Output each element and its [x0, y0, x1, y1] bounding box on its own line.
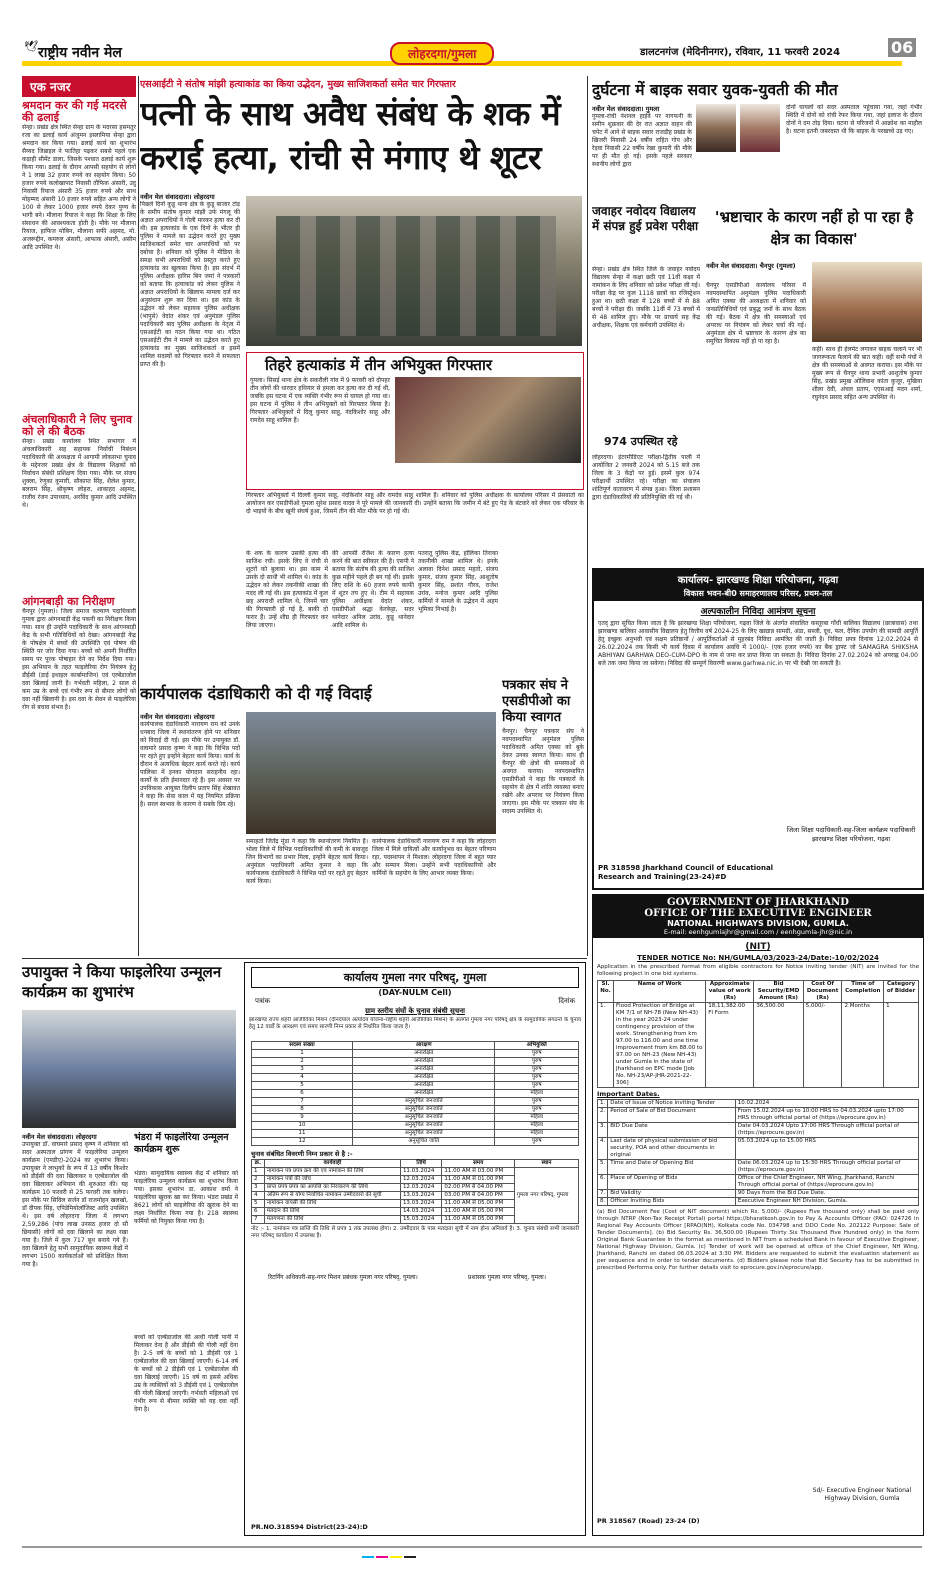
lead-col2: गिरफ्तार अभियुक्तों में दिल्ली कुमार साहू, नंदकिशोर साहू और रामदेव साहू शामिल हैं। शनिवार को पुलिस अधीक्षक के कार्यालय परिसर में प्रेसवार्ता का आयोजन कर एसडीपीओ गुमला सुरेश प्रसाद यादव ने पूरे मामले की जानकारी दी। उन्होंने बताया कि जमीन में बंटे हुए पेड़ के बंटवारे को लेकर एक परिवार के दो भाइयों के बीच खूनी संघर्ष हुआ, जिसमें तीन की मौत मौके पर हो गई थी। [246, 492, 584, 515]
table-cell: 3 [252, 1066, 353, 1074]
table-cell: 2 [252, 1058, 353, 1066]
glance-title: अंचलाधिकारी ने लिए चुनाव को ले की बैठक [22, 413, 132, 438]
table-cell: अनुसूचित जनजाति [352, 1098, 495, 1106]
table-row [598, 1123, 919, 1138]
table-cell: 6. [598, 1175, 608, 1190]
glance-text: चैनपुर (गुमला)। जिला समाज कल्याण पदाधिकारी गुमला द्वारा आंगनबाड़ी केंद्र पकनी का निरीक्षण किया गया। साथ ही उन्होंने पदाधिकारी के साथ आंगनबाड़ी केंद्र के सभी गतिविधियों को देखा। आंगनबाड़ी केंद्र के पोषक्षेत्र में बच्चों की उपस्थिति एवं पोषण की स्थिति पर जोर दिया गया। बच्चों को अपनी निर्धारित समय पर पूरक पोषाहार देने का निर्देश दिया गया। इस अभियान के तहत फाइलेरिया रोग नियंत्रण हेतु डीईसी (डाई इथाइल कार्बामाजिन) एवं एल्बेंडाजोल दवा खिलाई जानी है। गर्भवती महिला, 2 साल से कम उम्र के बच्चे एवं गंभीर रूप से बीमार लोगों को दवा नहीं खिलानी है। इस दवा के सेवन से फाइलेरिया रोग से बचाव संभव है। [22, 608, 136, 711]
filaria-headline: उपायुक्त ने किया फाइलेरिया उन्मूलन कार्यक्रम का शुभारंभ [22, 963, 222, 1001]
lead-col3: के शक के कारण उसकी हत्या की साजिश रची। इसके लिए वे रांची से शूटरों को बुलाया था। इस काम में उसके दो साथी भी शामिल थे। कांड के उद्भेदन को लेकर तकनीकी शाखा की मदद ली गई थी। इस हत्याकांड में कुल छह अपराधी शामिल थे, जिनमें चार की गिरफ्तारी हो गई है, बाकी दो फरार हैं। उन्हें शीघ्र ही गिरफ्तार कर लिया जाएगा। [246, 550, 328, 629]
table-header: Name of Work [614, 981, 706, 1003]
table-cell: 11.00 AM से 03.00 PM [442, 1168, 514, 1176]
table-cell: पुरुष [495, 1082, 579, 1090]
table-row [598, 1003, 919, 1088]
table-cell: 7 [252, 1098, 353, 1106]
table-cell: Office of the Chief Engineer, NH Wing, Jharkhand, Ranchi Through official portal of (https://eprocure.gov.in) [735, 1175, 918, 1190]
table-cell: 11 [252, 1130, 353, 1138]
table-cell: पुरुष [495, 1098, 579, 1106]
table-cell: महिला [495, 1130, 579, 1138]
goj-prno: PR 318567 (Road) 23-24 (D) [597, 1517, 700, 1525]
nps-prno: PR.NO.318594 District(23-24):D [251, 1523, 368, 1531]
farewell-text: कार्यपालक दंडाधिकारी नारायण राम को उनके धनबाद जिला में स्थानांतरण होने पर शनिवार को विदाई दी गई। इस मौके पर उपायुक्त डॉ. वाघमारे प्रसाद कृष्ण ने कहा कि विभिन्न पदों पर रहते हुए इन्होंने बेहतर कार्य किया। कार्य के दौरान ये अत्यधिक बेहतर कार्य करते रहे। कार्य पालिका में इनका योगदान सराहनीय रहा। कार्यों के प्रति ईमानदार रहे हैं। इस अवसर पर उपविकास आयुक्त दिलीप प्रताप सिंह शेखावत ने कहा कि सेवा काल में यह नियमित प्रक्रिया है। सरल स्वभाव के कारण वे सबके प्रिय रहे। [140, 721, 240, 808]
goj-intro: Application in the prescribed format from eligible contractors for Notice inviting tender (NIT) are invited for the following project in one bid systems. [597, 964, 919, 977]
nps-notice [244, 962, 586, 1536]
glance-item [22, 596, 136, 956]
goj-line1: GOVERNMENT OF JHARKHAND [667, 897, 849, 908]
table-cell: 9 [252, 1114, 353, 1122]
filaria-text: उपायुक्त डॉ. वाघमारे प्रसाद कृष्ण ने शनिवार को सदर अस्पताल प्रांगण में फाइलेरिया उन्मूलन कार्यक्रम (एमडीए)-2024 का शुभारंभ किया। उपायुक्त ने लाभुकों के रूप में 13 वर्षीय किशोर को डीईसी की दवा खिलाकर व एल्बेंडाजोल की दवा खिलाकर अभियान की शुरुआत की। यह कार्यक्रम 10 फरवरी से 25 फरवरी तक चलेगा। इस मौके पर सिविल सर्जन डॉ राजमोहन खलखो, डॉ दीपक सिंह, एपिडेमियोलॉजिस्ट आदि उपस्थित थे। इस वर्ष लोहरदगा जिला में लगभग 2,59,286 (पांच लाख उनसठ हजार दो सौ छियासी) लोगों को दवा खिलाने का लक्ष्य रखा गया है। जिले में कुल 717 बूथ बनाये गये हैं। दवा खिलाने हेतु सभी सामुदायिक स्वास्थ्य केंद्रों में लगभग 1500 कार्यकर्ताओं को प्रशिक्षित किया गया है। [22, 1141, 128, 1268]
trio-photo [395, 377, 581, 463]
table-cell: 05.03.2024 up to 15.00 HRS [735, 1138, 918, 1160]
table-row [252, 1082, 579, 1090]
table-row [252, 1114, 579, 1122]
table-cell: 11.03.2024 [400, 1168, 441, 1176]
glance-text: सेन्हा। प्रखंड क्षेत्र स्थित सेन्हा ग्राम के मदरसा हसमतुर रजा का ढलाई कार्य अंजुमन इस्लामिया सेन्हा द्वारा श्रमदान कर किया गया। ढलाई कार्य का शुभारंभ सैय्यद जिब्राइल ने फातिहा पढ़कर सबसे पहले एक कड़ाही सीमेंट डाला, जिसके पश्चात ढलाई कार्य शुरू किया गया। ढलाई के दौरान आपसी सहयोग से लोगों ने 1 लाख 32 हजार रुपये का सहयोग किया। 50 हजार रुपये कलोखापाट निवासी तौफिक अंसारी, उदु निवासी रियाज अंसारी 35 हजार रुपये और साथ मोहम्मद अंसारी 10 हजार रुपये सहित अन्य लोगों ने 100 से लेकर 1000 हजार रुपये देकर पुण्य के भागी बने। मौलाना रियाज ने कहा कि शिक्षा के लिए संसाधन की आवश्यकता होती है। मौके पर मौलाना रियाज, हाफिज मोबिन, मौलाना सफी अहमद, मो. अजरूद्दीन, कमरुल अंसारी, आफाक अंसारी, असीम आदि उपस्थित थे। [22, 124, 136, 251]
table-header: समय [442, 1160, 514, 1168]
table-header: Sl. No. [598, 981, 614, 1003]
table-cell: 3. [598, 1123, 608, 1138]
color-registration-bar [22, 1546, 922, 1558]
accident-photo-1 [696, 104, 736, 152]
nps-office: कार्यालय गुमला नगर परिषद्, गुमला [251, 967, 579, 988]
goj-line2: OFFICE OF THE EXECUTIVE ENGINEER [644, 908, 872, 919]
table-cell: 1. [598, 1100, 608, 1108]
table-cell: महिला [495, 1090, 579, 1098]
table-cell: अनुसूचित जनजाति [352, 1122, 495, 1130]
section-tag: लोहरदगा/गुमला [390, 42, 494, 65]
table-cell: 11.00 AM से 05.00 PM [442, 1200, 514, 1208]
table-row [252, 1074, 579, 1082]
goj-tender-no: TENDER NOTICE No: NH/GUMLA/03/2023-24/Date:-10/02/2024 [637, 954, 879, 962]
jepc-sign: जिला शिक्षा पदाधिकारी-सह-जिला कार्यक्रम पदाधिकारी झारखण्ड शिक्षा परियोजना, गढ़वा [786, 826, 916, 843]
table-cell: पुरुष [495, 1106, 579, 1114]
table-cell: 13.03.2024 [400, 1200, 441, 1208]
navodaya-sub: 974 उपस्थित रहे [604, 435, 678, 448]
press-text: चैनपुर। चैनपुर पत्रकार संघ ने नवपदस्थापित अनुमंडल पुलिस पदाधिकारी अमित एक्का को बुके देकर उनका स्वागत किया। साथ ही चैनपुर की क्षेत्रों की समस्याओं से अवगत कराया। नवपदस्थापित एसडीपीओ ने कहा कि पत्रकारों के सहयोग से क्षेत्र में शांति व्यवस्था बनाए रखेंगे और अपराध पर नियंत्रण किया जाएगा। इस मौके पर पत्रकार संघ के सदस्य उपस्थित थे। [502, 728, 584, 815]
paper-name: राष्ट्रीय नवीन मेल [38, 45, 122, 61]
nps-cell: (DAY-NULM Cell) [378, 988, 452, 997]
table-row [252, 1090, 579, 1098]
farewell-text2: समाहर्ता जितेंद्र मुंडा ने कहा कि स्थानांतरण नियमित है। भोला जिले में विभिन्न पदाधिकारियों की कमी के बावजूद जिन विभागों का प्रभार मिला, इन्होंने बेहतर कार्य किया। अनुमंडल पदाधिकारी अमित कुमार ने कहा कि कार्यपालक दंडाधिकारी ने विभिन्न पदों पर रहते हुए बेहतर कार्य किया। [246, 838, 368, 885]
table-cell: 12.03.2024 [400, 1176, 441, 1184]
table-cell: Place of Opening of Bids [608, 1175, 735, 1190]
goj-nit: (NIT) [745, 942, 771, 952]
table-cell: 02.00 PM से 04.00 PM [442, 1184, 514, 1192]
table-header: Bid Security/EMD Amount (Rs) [754, 981, 803, 1003]
nps-patrank: पत्रांक [255, 997, 271, 1005]
table-cell: Officer Inviting Bids [608, 1198, 735, 1206]
table-cell: महिला [495, 1122, 579, 1130]
table-header: सदस्य संख्या [252, 1042, 353, 1050]
table-cell: 5 [252, 1200, 265, 1208]
table-cell: 1 [252, 1050, 353, 1058]
table-cell: पुरुष [495, 1066, 579, 1074]
table-cell: पुरुष [495, 1138, 579, 1146]
lead-col1: पिछले दिनों कुडू थाना क्षेत्र के कुडू बाजार टांड़ के समीप संतोष कुमार मांझी उर्फ मंगलू की अज्ञात अपराधियों ने गोली मारकर हत्या कर दी थी। इस हत्याकांड के एक दिनों के भीतर ही पुलिस ने मामले का उद्भेदन करते हुए मुख्य साजिशकर्ता समेत चार अपराधियों को पर दबोचा है। शनिवार को पुलिस ने मीडिया के समक्ष सभी अपराधियों को प्रस्तुत करते हुए हत्याकांड का खुलासा किया है। इस संदर्भ में पुलिस अधीक्षक हारिस बिन जमां ने पत्रकारों को बताया कि हत्याकांड को लेकर पुलिस ने अज्ञात अपराधियों के खिलाफ मामला दर्ज कर अनुसंधान शुरू कर दिया था। इस कांड के उद्भेदन को लेकर सहायक पुलिस अधीक्षक (भापुसे) वेदांत शंकर एवं अनुमंडल पुलिस पदाधिकारी बाद पुलिस अधीक्षक के नेतृत्व में एसआईटी का गठन किया गया था। गठित एसआईटी टीम ने मामले का उद्भेदन करते हुए हत्याकांड का मुख्य साजिशकर्ता व इसमें शामिल सदस्यों को गिरफ्तार करने में सफलता प्राप्त की है। [140, 201, 240, 368]
accident-text: गुमला-रांची नेशनल हाईवे पर नागफनी के समीप शुक्रवार की देर रात अज्ञात वाहन की चपेट में आने से बाइक सवार राजडीह प्रखंड के खिजरी निवासी 24 वर्षीय राहित गोप और रेड़वा निवासी 22 वर्षीय रेखा कुमारी की मौके पर ही मौत हो गई। इसके पहले सरकार स्थानीय लोगों द्वारा [592, 113, 692, 168]
table-cell: 4 [252, 1074, 353, 1082]
table-cell: अनारक्षित [352, 1082, 495, 1090]
corruption-text2: कहीं। साथ ही हेलमेट लगाकर बाइक चलाने पर भी जागरूकता फैलाने की बात कही। वहीं सभी पंचों ने क्षेत्र की समस्याओं से अवगत कराया। इस मौके पर मुख्य रूप से चैनपुर थाना प्रभारी आशुतोष कुमार सिंह, प्रखंड प्रमुख ओलिवाश कांता कुजूर, मुखिया शीला देवी, अंचल प्रताप, एएसआई मदन शर्मा, रघुनंदन प्रसाद सहित अन्य उपस्थित थे। [812, 346, 922, 401]
table-cell: 12.03.2024 [400, 1184, 441, 1192]
table-cell: Flood Protection of Bridge at KM 7/1 of NH-78 (New NH-43) in the year 2023-24 under contingency provision of the work. Strengthening from km 97.00 to 116.00 and one time improvement from km 88.00 to 97.00 on NH-23 (New NH-43) under Gumla in the state of Jharkhand on EPC mode [Job No. NH-23/AP-JHR-2021-22-306] [614, 1003, 706, 1088]
glance-label: एक नजर [22, 76, 136, 97]
table-cell: पुरुष [495, 1074, 579, 1082]
lead-col4: की आपसी रंजिश के कारण हत्या करने की बात स्वीकार की है। एसपी ने बताया कि संतोष की हत्या की साजिश कुछ महीने पहले ही बन गई थी। इसके लिए राशि के 60 हजार रुपये काफी में शूटर तय हुए थे। टीम में सहायक पुलिस अधीक्षक वेदांत शंकर, एसडीपीओ श्रद्धा केरकेट्टा, सदर थानेदार अनिल उरांव, कुडू थानेदार आदि शामिल थे। [332, 550, 414, 629]
table-row [598, 1100, 919, 1108]
table-row [252, 1066, 579, 1074]
table-cell: 2 Months [842, 1003, 884, 1088]
table-cell: पुरुष [495, 1050, 579, 1058]
table-cell: 11.00 AM से 01.00 PM [442, 1176, 514, 1184]
table-cell: अनुसूचित जनजाति [352, 1106, 495, 1114]
lead-kicker: एसआईटी ने संतोष मांझी हत्याकांड का किया उद्भेदन, मुख्य साजिशकर्ता समेत चार गिरफ्तार [140, 79, 456, 90]
table-row [598, 1190, 919, 1198]
table-cell: 5. [598, 1160, 608, 1175]
table-cell: 03.00 PM से 04.00 PM [442, 1192, 514, 1200]
filaria-dateline: नवीन मेल संवाददाता। लोहरदगा [22, 1133, 97, 1141]
trio-headline: तिहरे हत्याकांड में तीन अभियुक्त गिरफ्तार [265, 356, 493, 374]
table-cell: 4. [598, 1138, 608, 1160]
lead-headline: पत्नी के साथ अवैध संबंध के शक में कराई हत्या, रांची से मंगाए थे शूटर [140, 94, 561, 177]
table-cell: अनुसूचित जनजाति [352, 1114, 495, 1122]
trio-box [246, 352, 584, 490]
table-cell: पुरुष [495, 1058, 579, 1066]
table-cell: मतदान की तिथि [264, 1208, 400, 1216]
glance-item [22, 100, 136, 410]
table-cell: Time and Date of Opening Bid [608, 1160, 735, 1175]
nps-dinank: दिनांक [558, 997, 575, 1005]
table-cell: अंतिम रूप से योग्य निर्वाचित नामांकन उम्मीदवारों की सूची [264, 1192, 400, 1200]
glance-item [22, 414, 136, 592]
corruption-dateline: नवीन मेल संवाददाता। चैनपुर (गुमला) [706, 262, 796, 270]
table-cell: From 15.02.2024 up to 10:00 HRS to 04.03.2024 upto 17:00 HRS through official portal of (https://eprocure.gov.in) [735, 1108, 918, 1123]
table-cell: 36,500.00 [754, 1003, 803, 1088]
jepc-text: एतद् द्वारा सूचित किया जाता है कि झारखण्ड शिक्षा परियोजना, गढ़वा जिले के अंतर्गत संचालित कस्तूरबा गाँधी बालिका विद्यालय (छात्रावास) तथा झारखण्ड बालिका आवासीय विद्यालय हेतु वित्तीय वर्ष 2024-25 के लिए खाद्यान्न सामग्री, अंडा, सब्जी, दूध, फल, दैनिक उपयोग की सामग्री आपूर्ति हेतु इच्छुक अनुभवी एवं सक्षम प्रतिष्ठानों / आपूर्तिकर्ताओं से मुहरबंद निविदा आमंत्रित की जाती है। निविदा प्रपत्र दिनांक 12.02.2024 से 26.02.2024 तक किसी भी कार्य दिवस में कार्यालय अवधि में 1000/- (एक हजार रुपये) का बैंक ड्राफ्ट जो SAMAGRA SHIKSHA ABHIYAN GARHWA DEO-CUM-DPO के नाम से जमा कर प्राप्त किया जा सकता है। निविदा दिनांक 27.02.2024 को अपराह्न 04.00 बजे तक जमा किया जा सकेगा। निविदा की सम्पूर्ण विवरणी www.garhwa.nic.in पर भी देखी जा सकती है। [598, 620, 918, 667]
accident-headline: दुर्घटना में बाइक सवार युवक-युवती की मौत [592, 81, 838, 99]
farewell-dateline: नवीन मेल संवाददाता। लोहरदगा [140, 713, 215, 721]
table-cell: 90 Days from the Bid Due Date. [735, 1190, 918, 1198]
table-row [252, 1138, 579, 1146]
table-cell: 7 [252, 1216, 265, 1224]
table-row [598, 1108, 919, 1123]
table-cell: 15.03.2024 [400, 1216, 441, 1224]
table-row [252, 1130, 579, 1138]
lead-col5: पतरातू पुलिस केंद्र, होलिका तिराका तकनीकी शाखा शामिल थे। इनके अलावा दिनेश प्रसाद महतो, संजय कुमार, संजय कुमार सिंह, आशुतोष कुमार सिंह, प्रशांत गौरव, राजेश उरांव, मनोज कुमार आदि पुलिस कर्मियों ने मामले के उद्भेदन में अहम भूमिका निभाई है। [418, 550, 498, 613]
nps-sign-1: रिटर्निंग अधिकारी-सह-नगर मिशन प्रबंधक गुमला नगर परिषद्, गुमला। [268, 1274, 418, 1281]
nps-sign-2: प्रशासक गुमला नगर परिषद्, गुमला। [468, 1274, 546, 1281]
table-cell: Date 04.03.2024 Upto 17:00 HRS Through official portal of (https://eprocure.gov.in) [735, 1123, 918, 1138]
table-cell: Period of Sale of Bid Document [608, 1108, 735, 1123]
glance-text: सेन्हा। प्रखंड कार्यालय स्थित सभागार में अंचलाधिकारी सह सहायक निर्वाची निबंधन पदाधिकारी की अध्यक्षता में आगामी लोकसभा चुनाव के मद्देनजर प्रखंड क्षेत्र के विद्यालय शिक्षकों को निर्वाचन संबंधी प्रशिक्षण दिया गया। मौके पर संजय शुक्ला, रेणुका कुमारी, सौकाप्त सिंह, शैलेश कुमार, बलराम सिंह, श्रीकृष्ण लोहरा, शाकाहद अहमद, राजीव रंजन उपाध्याय, अरविंद कुमार आदि उपस्थित थे। [22, 438, 136, 509]
table-row [252, 1098, 579, 1106]
table-cell: 2 [252, 1176, 265, 1184]
table-header: क्र. [252, 1160, 265, 1168]
goj-line3: NATIONAL HIGHWAYS DIVISION, GUMLA. [667, 919, 849, 928]
filaria-photo [22, 1010, 236, 1128]
table-cell: 11.00 AM से 05.00 PM [442, 1208, 514, 1216]
table-cell: महिला [495, 1114, 579, 1122]
table-cell: BID Due Date [608, 1123, 735, 1138]
table-cell: 13.03.2024 [400, 1192, 441, 1200]
table-cell: नामांकन वापसी की तिथि [264, 1200, 400, 1208]
glance-title: श्रमदान कर की गई मदरसे की ढलाई [22, 99, 127, 124]
accident-dateline: नवीन मेल संवाददाता। गुमला [592, 105, 660, 113]
table-cell: प्राप्त प्रपत्र प्रपत्र का आपत्ति का निराकरण की तिथि [264, 1184, 400, 1192]
table-row [598, 1138, 919, 1160]
corruption-photo [812, 262, 922, 342]
table-header: Time of Completion [842, 981, 884, 1003]
table-row [252, 1050, 579, 1058]
nps-schedule-table [251, 1159, 579, 1224]
table-cell: Bid Validity [608, 1190, 735, 1198]
navodaya-headline: जवाहर नवोदय विद्यालय में संपन्न हुई प्रवेश परीक्षा [592, 204, 699, 233]
table-cell: 7. [598, 1190, 608, 1198]
table-row [598, 1175, 919, 1190]
color-swatch [376, 1556, 388, 1558]
table-cell: 3 [252, 1184, 265, 1192]
table-row [252, 1168, 579, 1176]
press-story [502, 550, 584, 950]
table-cell: मतगणना की तिथि [264, 1216, 400, 1224]
table-row [598, 1198, 919, 1206]
table-header: Category of Bidder [884, 981, 919, 1003]
accident-text2: दोनों घायलों को सदर अस्पताल पहुंचाया गया, जहां गंभीर स्थिति में दोनों को रांची रेफर किया गया, जहां इलाज के दौरान दोनों ने दम तोड़ दिया। घटना से परिजनों में आक्रोश का माहौल है। घटना इतनी जबरदस्त थी कि बाइक के परखच्चे उड़ गए। [786, 104, 922, 135]
table-cell: नामांकन पत्र प्रपत्र क्रय की एवं नामांकन की तिथि [264, 1168, 400, 1176]
table-cell: अनारक्षित [352, 1050, 495, 1058]
color-swatch [390, 1556, 402, 1558]
table-cell: 10.02.2024 [735, 1100, 918, 1108]
table-cell: अनुसूचित जाति [352, 1138, 495, 1146]
table-cell: 14.03.2024 [400, 1208, 441, 1216]
corruption-headline: 'भ्रष्टाचार के कारण नहीं हो पा रहा है क्षेत्र का विकास' [714, 208, 914, 248]
goj-work-table [597, 980, 919, 1088]
nps-title: ग्राम स्तरीय संघों के चुनाव संबंधी सूचना [365, 1007, 465, 1015]
table-header: अभियुक्ति [495, 1042, 579, 1050]
farewell-text3: कार्यपालक दंडाधिकारी नारायण राम ने कहा कि लोहरदगा जिला में मिले दायित्वों और कार्यानुभव का बेहतर परिणाम रहा, पदस्थापन ने मिशाल। लोहरदगा जिला में बहुत प्यार और सम्मान मिला। उन्होंने सभी पदाधिकारियों और कर्मियों के सहयोग के लिए आभार व्यक्त किया। [372, 838, 496, 877]
goj-dates-title: Important Dates. [597, 1090, 660, 1098]
corruption-text: चैनपुर एसडीपीओ कार्यालय परिसर में नवपदस्थापित अनुमंडल पुलिस पदाधिकारी अमित एक्का की अध्यक्षता में शनिवार को जनप्रतिनिधियों एवं प्रबुद्ध जनों के साथ बैठक की गई। बैठक में क्षेत्र की समस्याओं एवं अपराध पर नियंत्रण को लेकर चर्चा की गई। अनुमंडल क्षेत्र में भ्रष्टाचार के कारण क्षेत्र का समुचित विकास नहीं हो पा रहा है। [706, 282, 806, 345]
jepc-prno: PR 318598 Jharkhand Council of Educational Research and Training(23-24)#D [598, 864, 774, 881]
nps-intro: झारखण्ड राज्य शहरी आजीविका मिशन (दीनदयाल अंत्योदय योजना-राष्ट्रीय शहरी आजीविका मिशन) के अंतर्गत गुमला नगर परिषद् क्षेत्र के सामुदायिक संगठनों के चुनाव हेतु 12 वार्डों के आरक्षण एवं समय सारणी निम्न प्रकार से निर्धारित किया जाता है। [249, 1017, 581, 1030]
masthead [22, 38, 922, 70]
table-cell: अनारक्षित [352, 1066, 495, 1074]
jepc-subtitle: विकास भवन-बी0 समाहरणालय परिसर, प्रथम-तल [594, 588, 922, 601]
bhandra-headline: भंडरा में फाइलेरिया उन्मूलन कार्यक्रम शुरू [134, 1132, 229, 1155]
color-swatch [404, 1556, 416, 1558]
goj-sign: Sd/- Executive Engineer National Highway Division, Gumla [812, 1487, 912, 1502]
table-cell: 6 [252, 1208, 265, 1216]
goj-email: E-mail: eenhgumlajhr@gmail.com / eenhgumla-jhr@nic.in [663, 928, 853, 936]
goj-dates-table [597, 1099, 919, 1206]
table-cell: 11.00 AM से 05.00 PM [442, 1216, 514, 1224]
table-cell: 1. [598, 1003, 614, 1088]
table-cell: अनारक्षित [352, 1074, 495, 1082]
dateline: डालटनगंज (मेदिनीनगर), रविवार, 11 फरवरी 2024 [640, 47, 841, 58]
table-header: स्थान [514, 1160, 578, 1168]
table-cell: 1 [884, 1003, 919, 1088]
nps-sched-title: चुनाव संबंधित विवरणी निम्न प्रकार से है :- [251, 1150, 353, 1158]
table-header: कार्यवाही [264, 1160, 400, 1168]
table-cell: अनारक्षित [352, 1058, 495, 1066]
accident-photo-2 [740, 104, 780, 152]
table-cell: 5 [252, 1082, 353, 1090]
color-swatch [362, 1556, 374, 1558]
table-cell: Last date of physical submission of bid security, POA and other documents in original [608, 1138, 735, 1160]
bhandra-text2: बच्चों को एल्बेंडाजोल की आधी गोली पानी में मिलाकर देना है और डीईसी की गोली नहीं देना है। 2-5 वर्ष के बच्चों को 1 डीईसी एवं 1 एल्बेंडाजोल की दवा खिलाई जाएगी। 6-14 वर्ष के बच्चों को 2 डीईसी एवं 1 एल्बेंडाजोल की दवा खिलाई जाएगी। 15 वर्ष या इससे अधिक उम्र के व्यक्तियों को 3 डीईसी एवं 1 एल्बेंडाजोल की गोली खिलाई जाएगी। गर्भवती महिलाओं एवं गंभीर रूप से बीमार व्यक्ति को यह दवा नहीं देना है। [134, 1334, 238, 1413]
farewell-headline: कार्यपालक दंडाधिकारी को दी गई विदाई [140, 684, 372, 703]
navodaya-text: सेन्हा। प्रखंड क्षेत्र स्थित जिले के जवाहर नवोदय विद्यालय सेन्हा में कक्षा छठी एवं 11वीं कक्षा में नामांकन के लिए शनिवार को प्रवेश परीक्षा ली गई। परीक्षा केंद्र पर कुल 1118 छात्रों का रजिस्ट्रेशन हुआ था। छठी कक्षा में 128 बच्चों में से 88 बच्चों ने परीक्षा दी। जबकि 11वीं में 73 बच्चों में से 48 शामिल हुए। मौके पर प्राचार्य सह केंद्र अधीक्षक, शिक्षक एवं कर्मचारी उपस्थित थे। [592, 266, 700, 329]
table-cell: Executive Engineer NH Division, Gumla. [735, 1198, 918, 1206]
table-header: आरक्षण [352, 1042, 495, 1050]
bird-logo-icon: 🕊 [24, 40, 38, 53]
table-cell: 4 [252, 1192, 265, 1200]
page-number: 06 [888, 38, 916, 57]
table-cell: 5,000/- [803, 1003, 842, 1088]
trio-text: गुमला। सिसई थाना क्षेत्र के सकरौली गांव में 9 फरवरी को दोपहर तीन लोगों की धारदार हथियार से हमला कर हत्या कर दी गई थी, जबकि इस घटना में एक व्यक्ति गंभीर रूप से घायल हो गया था। इस घटना में पुलिस ने तीन अभियुक्तों को गिरफ्तार किया है। गिरफ्तार अभियुक्तों में दिलू कुमार साहू, नंदकिशोर साहू और रामदेव साहू शामिल हैं। [250, 377, 390, 424]
goj-notes: (a) Bid Document Fee (Cost of NIT document) which Rs. 5,000/- (Rupees Five thousand only) shall be paid only through NTRP (Non-Tax Receipt Portal) portal https://bharatkosh.gov.in to Pay & Accounts Officer (PAO: 024726 in Regional Pay Accounts Officer [RPAO(NH), Kolkata code No. 034798 and DDO Code No. 202122 Purpose: Sale of Tender Documents]. (b) Bid Security Rs. 36,500.00 (Rupees Thirty Six Thousand Five Hundred only) in the form Original Bank Guarantee in the format as mentioned in NIT from a scheduled Bank in favour of Executive Engineer, National Highway Division, Gumla. (c) Tender of work will be opened at office of the Chief Engineer, NH Wing, Jharkhand, Ranchi on dated 06.03.2024 at 3:30 PM. Bidders are requested to submit the evaluation statement as per sequence and in order to tender documents. (d) Bidders please note that Bid Security has to be submitted in prescribed Performa only. For further details visit to eprocure.gov.in/eprocure/app. [597, 1209, 919, 1271]
press-headline: पत्रकार संघ ने एसडीपीओ का किया स्वागत [502, 678, 571, 725]
table-cell: 18,11,382.00 FI Form [706, 1003, 754, 1088]
bhandra-text: भंडरा। सामुदायिक स्वास्थ्य केंद्र में शनिवार को फाइलेरिया उन्मूलन कार्यक्रम का शुभारंभ किया गया। इसका शुभारंभ डा. आकाश वर्मा ने फाइलेरिया खुराक खा कर किया। भंडरा प्रखंड में 8621 लोगों को फाइलेरिया की खुराक देने का लक्ष्य निर्धारित किया गया है। 218 स्वास्थ्य कर्मियों को नियुक्त किया गया है। [134, 1170, 238, 1225]
table-row [252, 1122, 579, 1130]
table-cell: 8. [598, 1198, 608, 1206]
table-cell: Date 06.03.2024 up to 15:30 HRS Through official portal of (https://eprocure.gov.in) [735, 1160, 918, 1175]
glance-title: आंगनबाड़ी का निरीक्षण [22, 595, 115, 608]
table-cell: 8 [252, 1106, 353, 1114]
table-header: तिथि [400, 1160, 441, 1168]
table-cell: 6 [252, 1090, 353, 1098]
table-cell: अनुसूचित जनजाति [352, 1130, 495, 1138]
lead-dateline: नवीन मेल संवाददाता। लोहरदगा [140, 193, 215, 201]
nps-reservation-table [251, 1041, 579, 1146]
table-cell: नामांकन पत्रों की जाँच [264, 1176, 400, 1184]
table-cell: 10 [252, 1122, 353, 1130]
lead-photo [246, 196, 582, 346]
table-cell: Date of Issue of Notice inviting Tender [608, 1100, 735, 1108]
table-cell: अनारक्षित [352, 1090, 495, 1098]
glance-column [22, 76, 136, 956]
table-row [252, 1106, 579, 1114]
jepc-notice-title: अल्पकालीन निविदा आमंत्रण सूचना [700, 607, 816, 617]
table-cell: 2. [598, 1108, 608, 1123]
nps-notes: नोट :- 1. नामांकन पत्र प्राप्ति की तिथि से प्रपत्र 1 तक उपलब्ध होगा। 2. उम्मीदवार के पास मतदाता सूची में नाम होना अनिवार्य है। 3. चुनाव संबंधी सभी जानकारी नगर परिषद् कार्यालय में उपलब्ध है। [251, 1226, 579, 1239]
jepc-notice [592, 568, 924, 890]
table-header: Cost Of Document (Rs) [803, 981, 842, 1003]
farewell-photo [246, 712, 496, 834]
table-cell: 1 [252, 1168, 265, 1176]
table-cell: 12 [252, 1138, 353, 1146]
table-cell: गुमला नगर परिषद्, गुमला [514, 1168, 578, 1224]
table-header: Approximate value of work (Rs) [706, 981, 754, 1003]
table-row [252, 1058, 579, 1066]
jepc-title: कार्यालय- झारखण्ड शिक्षा परियोजना, गढ़वा [594, 570, 922, 588]
table-row [598, 1160, 919, 1175]
navodaya-text2: लोहरदगा। इंटरमीडिएट परीक्षा-द्वितीय पाली में आयोजित 2 जनवरी 2024 को 5.15 बजे तक जिला के 3 केंद्रों पर हुई। इसमें कुल 974 परीक्षार्थी उपस्थित रहे। परीक्षा का संचालन शांतिपूर्ण वातावरण में संपन्न हुआ। जिला प्रशासन द्वारा दंडाधिकारियों की प्रतिनियुक्ति की गई थी। [592, 454, 700, 501]
goj-tender [592, 894, 924, 1536]
